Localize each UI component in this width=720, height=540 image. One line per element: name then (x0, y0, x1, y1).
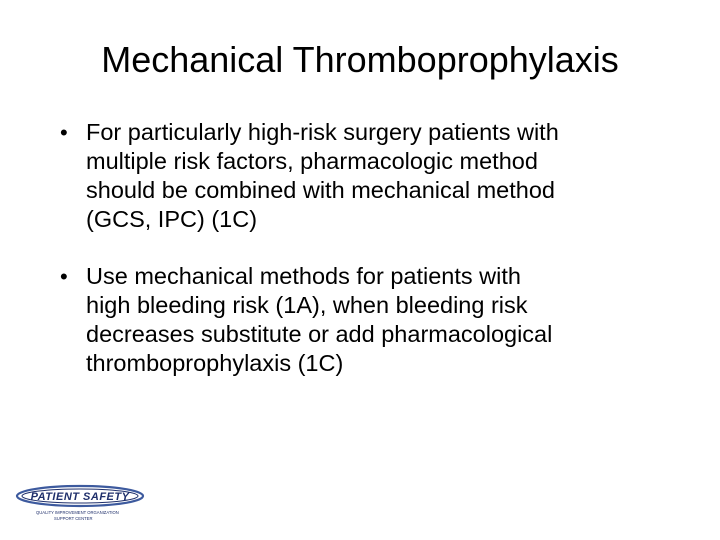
bullet-dot-icon: • (60, 120, 68, 145)
bullet-line: For particularly high-risk surgery patients with (86, 119, 559, 145)
bullet-line: decreases substitute or add pharmacological (86, 321, 553, 347)
bullet-line: multiple risk factors, pharmacologic method (86, 148, 538, 174)
bullet-line: Use mechanical methods for patients with (86, 263, 521, 289)
bullet-list (58, 118, 668, 406)
logo-wordmark: PATIENT SAFETY (30, 491, 130, 503)
bullet-line: thromboprophylaxis (1C) (86, 350, 344, 376)
bullet-line: high bleeding risk (1A), when bleeding risk (86, 292, 528, 318)
bullet-item (58, 262, 668, 378)
patient-safety-logo (14, 484, 148, 524)
slide-title: Mechanical Thromboprophylaxis (101, 39, 619, 80)
bullet-line: should be combined with mechanical method (86, 177, 555, 203)
bullet-line: (GCS, IPC) (1C) (86, 206, 258, 232)
bullet-dot-icon: • (60, 264, 68, 289)
bullet-item (58, 118, 668, 234)
logo-subtitle-line2: SUPPORT CENTER (54, 516, 93, 521)
logo-subtitle-line1: QUALITY IMPROVEMENT ORGANIZATION (36, 510, 119, 515)
